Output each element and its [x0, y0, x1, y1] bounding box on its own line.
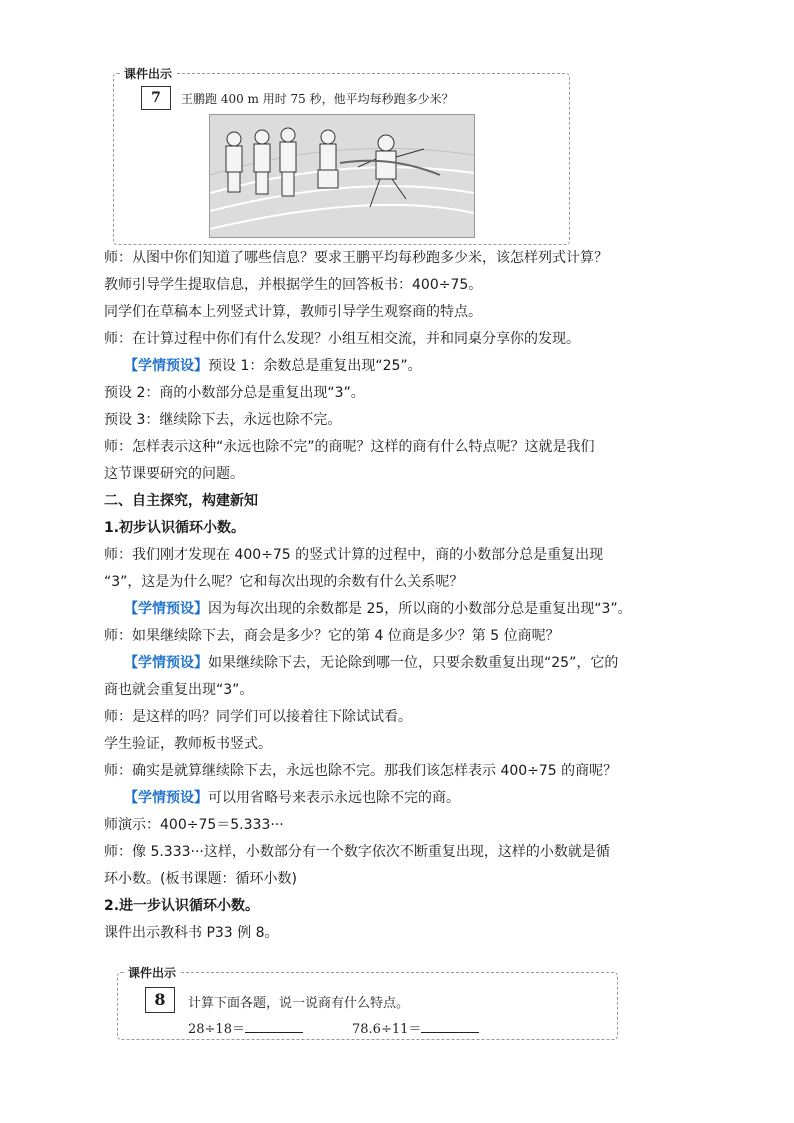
text-line: 这节课要研究的问题。	[104, 466, 244, 482]
text-line: 同学们在草稿本上列竖式计算，教师引导学生观察商的特点。	[104, 304, 482, 320]
example-7-question: 王鹏跑 400 m 用时 75 秒，他平均每秒跑多少米？	[181, 92, 454, 106]
running-track-svg	[210, 115, 474, 237]
text-line: 师：在计算过程中你们有什么发现？小组互相交流，并和同桌分享你的发现。	[104, 331, 580, 347]
courseware-tag: 课件出示	[120, 65, 176, 82]
text-line: 师：像 5.333···这样，小数部分有一个数字依次不断重复出现，这样的小数就是循	[104, 844, 610, 860]
text-line: 环小数。(板书课题：循环小数)	[104, 871, 297, 887]
answer-blank[interactable]	[245, 1020, 303, 1033]
subsection-heading: 1.初步认识循环小数。	[104, 520, 246, 536]
text-line: “3”，这是为什么呢？它和每次出现的余数有什么关系呢？	[104, 574, 464, 590]
preset-tag: 【学情预设】	[124, 655, 208, 671]
preset-tag: 【学情预设】	[124, 601, 208, 617]
text-line: 师：是这样的吗？同学们可以接着往下除试试看。	[104, 709, 412, 725]
text-line: 教师引导学生提取信息，并根据学生的回答板书：400÷75。	[104, 277, 483, 293]
text-line: 预设 3：继续除下去，永远也除不完。	[104, 412, 342, 428]
text-line: 【学情预设】因为每次出现的余数都是 25，所以商的小数部分总是重复出现“3”。	[124, 601, 632, 617]
text-line: 师：我们刚才发现在 400÷75 的竖式计算的过程中，商的小数部分总是重复出现	[104, 547, 604, 563]
subsection-heading: 2.进一步认识循环小数。	[104, 898, 260, 914]
text-line: 师：从图中你们知道了哪些信息？要求王鹏平均每秒跑多少米，该怎样列式计算？	[104, 250, 608, 266]
text-line: 师：如果继续除下去，商会是多少？它的第 4 位商是多少？第 5 位商呢？	[104, 628, 560, 644]
text-line: 师：怎样表示这种“永远也除不完”的商呢？这样的商有什么特点呢？这就是我们	[104, 439, 595, 455]
running-track-illustration	[209, 114, 475, 238]
answer-blank[interactable]	[421, 1020, 479, 1033]
equation-2: 78.6÷11＝	[352, 1018, 479, 1037]
text-line: 【学情预设】如果继续除下去，无论除到哪一位，只要余数重复出现“25”，它的	[124, 655, 619, 671]
text-line: 师：确实是就算继续除下去，永远也除不完。那我们该怎样表示 400÷75 的商呢？	[104, 763, 618, 779]
courseware-tag: 课件出示	[124, 964, 180, 981]
text-line: 【学情预设】预设 1：余数总是重复出现“25”。	[124, 358, 422, 374]
text-line: 【学情预设】可以用省略号来表示永远也除不完的商。	[124, 790, 460, 806]
example-number-8: 8	[145, 987, 175, 1013]
preset-tag: 【学情预设】	[124, 790, 208, 806]
text-line: 师演示：400÷75＝5.333···	[104, 817, 284, 833]
example-8-question: 计算下面各题，说一说商有什么特点。	[188, 996, 410, 1011]
text-line: 商也就会重复出现“3”。	[104, 682, 254, 698]
text-line: 预设 2：商的小数部分总是重复出现“3”。	[104, 385, 365, 401]
text-line: 学生验证，教师板书竖式。	[104, 736, 272, 752]
example-number-7: 7	[141, 86, 171, 110]
section-heading: 二、自主探究，构建新知	[104, 493, 258, 509]
text-line: 课件出示教科书 P33 例 8。	[104, 925, 279, 941]
equation-1: 28÷18＝	[188, 1018, 303, 1037]
preset-tag: 【学情预设】	[124, 358, 208, 374]
